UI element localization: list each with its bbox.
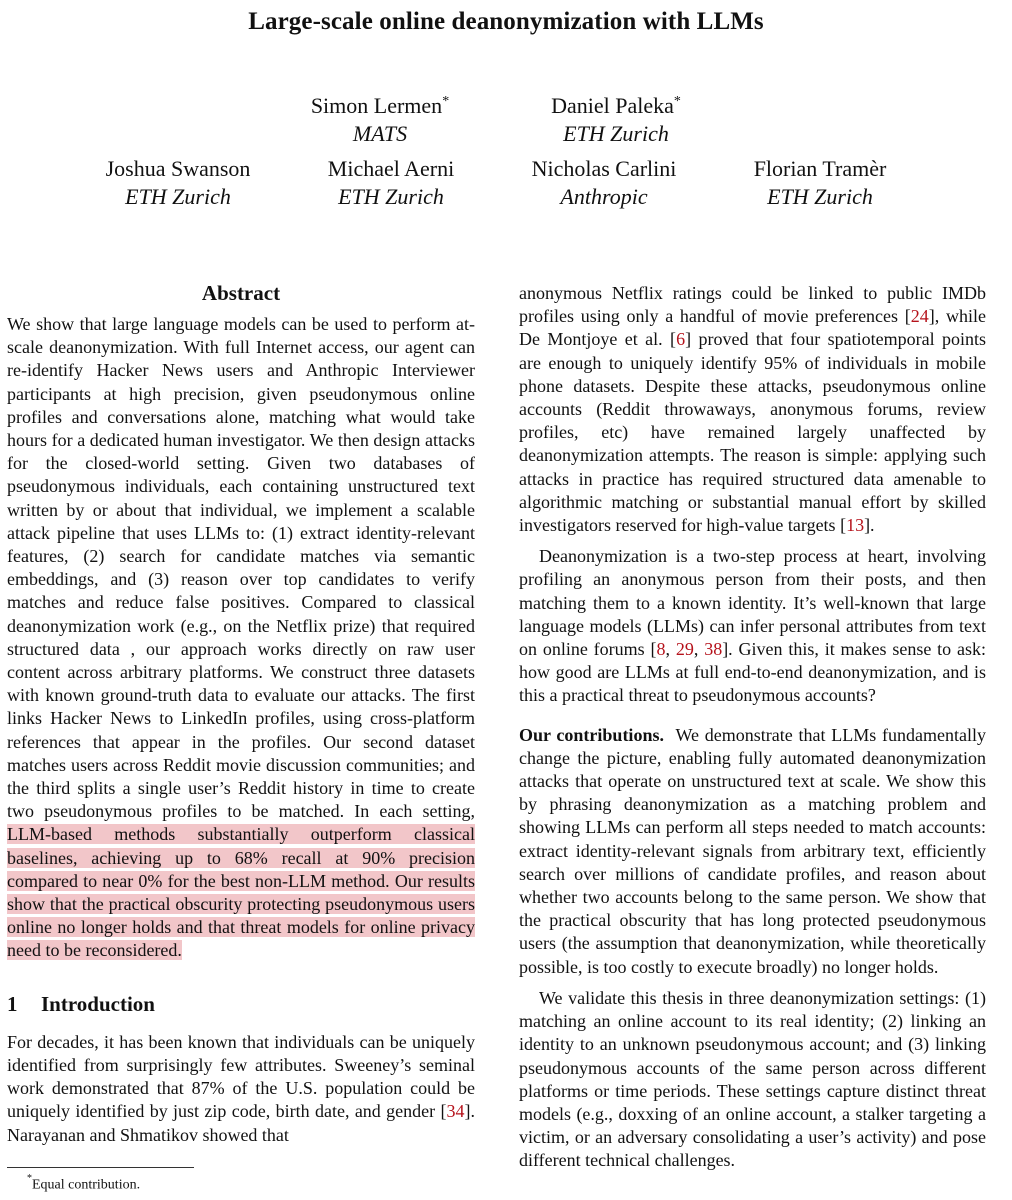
- abstract-body: [7, 313, 475, 963]
- paragraph-text: anonymous Netflix ratings could be linked to public IMDb profiles using only a handful of movie preferences [: [519, 283, 986, 327]
- paragraph-lead: Our contributions.: [519, 724, 664, 745]
- paragraph-text: ]. Narayanan and Shmatikov showed that: [7, 1101, 475, 1145]
- author-2: [506, 92, 726, 148]
- left-column: [7, 280, 475, 1147]
- author-1: [270, 92, 490, 148]
- author-name: Florian Tramèr: [753, 156, 887, 181]
- citation-separator: ,: [665, 639, 676, 660]
- author-4: [281, 155, 501, 211]
- citation-link[interactable]: 13: [846, 515, 865, 536]
- author-name: Daniel Paleka: [551, 93, 674, 118]
- footnote-divider: [7, 1167, 194, 1168]
- author-affiliation: ETH Zurich: [125, 184, 231, 209]
- paragraph-text: ].: [864, 515, 875, 536]
- equal-contribution-mark: *: [673, 94, 681, 109]
- section-title: Introduction: [41, 991, 155, 1016]
- paragraph-text: We demonstrate that LLMs fundamentally change the picture, enabling fully automated deanonymization attacks that operate on unstructured text at scale. We show this by phrasing deanonymization as a matching problem and showing LLMs can perform all steps needed to match accounts: extract identity-relevant signals from arbitrary text, efficiently search over millions of candidate profiles, and reason about whether two accounts belong to the same person. We show that the practical obscurity that has long protected pseudonymous users (the assumption that deanonymization, while theoretically possible, is too costly to execute broadly) no longer holds.: [519, 724, 987, 977]
- abstract-highlighted-text: LLM-based methods substantially outperform classical baselines, achieving up to 68% recall at 90% precision compared to near 0% for the best non-LLM method. Our results show that the practical obscurity protecting pseudonymous users online no longer holds and that threat models for online privacy need to be reconsidered.: [7, 824, 475, 961]
- right-column: [519, 282, 986, 1173]
- footnote-text: Equal contribution.: [32, 1177, 141, 1193]
- paragraph-text: ], while De Montjoye et al. [: [519, 306, 987, 350]
- author-3: [68, 155, 288, 211]
- author-affiliation: MATS: [352, 121, 408, 146]
- citation-link[interactable]: 38: [704, 639, 723, 660]
- author-name: Nicholas Carlini: [531, 156, 677, 181]
- paragraph-text: Deanonymization is a two-step process at heart, involving profiling an anonymous person from their posts, and then matching them to a known identity. It’s well-known that large language models (LLMs) can infer personal attributes from text on online forums [: [519, 546, 986, 660]
- paragraph-contributions: [519, 724, 986, 979]
- paragraph-text: ] proved that four spatiotemporal points are enough to uniquely identify 95% of individuals in mobile phone datasets. Despite these attacks, pseudonymous online accounts (Reddit throwaways, anonymous forums, review profiles, etc) have remained largely unaffected by deanonymization attempts. The reason is simple: applying such attacks in practice has required structured data amenable to algorithmic matching or substantial manual effort by skilled investigators reserved for high-value targets [: [519, 329, 986, 536]
- paragraph-validation: [519, 987, 986, 1173]
- paragraph-text: For decades, it has been known that individuals can be uniquely identified from surprisingly few attributes. Sweeney’s seminal work demonstrated that 87% of the U.S. population could be uniquely identified by just zip code, birth date, and gender [: [7, 1031, 475, 1122]
- paragraph-text: We validate this thesis in three deanonymization settings: (1) matching an online account to its real identity; (2) linking an identity to an unknown pseudonymous account; and (3) linking pseudonymous accounts of the same person across different platforms or time periods. These settings capture distinct threat models (e.g., doxxing of an online account, a stalker targeting a victim, or an adversary consolidating a user’s activity) and pose different technical challenges.: [519, 987, 986, 1171]
- author-affiliation: ETH Zurich: [767, 184, 873, 209]
- author-affiliation: ETH Zurich: [338, 184, 444, 209]
- citation-separator: ,: [693, 639, 705, 660]
- citation-link[interactable]: 24: [910, 306, 929, 327]
- footnote-mark: *: [27, 1173, 32, 1184]
- paragraph-netflix: [519, 282, 986, 537]
- equal-contribution-mark: *: [442, 94, 450, 109]
- footnote: [27, 1173, 140, 1194]
- author-name: Joshua Swanson: [105, 156, 251, 181]
- citation-link[interactable]: 29: [675, 639, 694, 660]
- citation-link[interactable]: 8: [656, 639, 666, 660]
- author-name: Michael Aerni: [327, 156, 455, 181]
- author-6: [710, 155, 930, 211]
- section-heading-introduction: [7, 991, 475, 1017]
- introduction-paragraph: [7, 1031, 475, 1147]
- section-number: 1: [7, 991, 18, 1016]
- author-affiliation: ETH Zurich: [563, 121, 669, 146]
- paper-title: Large-scale online deanonymization with LLMs: [248, 8, 764, 35]
- author-name: Simon Lermen: [310, 93, 443, 118]
- citation-link[interactable]: 34: [446, 1101, 465, 1122]
- abstract-heading: Abstract: [201, 281, 281, 305]
- citation-link[interactable]: 6: [676, 329, 686, 350]
- paragraph-text: ]. Given this, it makes sense to ask: how good are LLMs at full end-to-end deanonymization, and is this a practical threat to pseudonymous accounts?: [519, 639, 987, 706]
- author-5: [494, 155, 714, 211]
- paragraph-deanonymization: [519, 545, 986, 707]
- abstract-text: We show that large language models can be used to perform at-scale deanonymization. With full Internet access, our agent can re-identify Hacker News users and Anthropic Interviewer participants at high precision, given pseudonymous online profiles and conversations alone, matching what would take hours for a dedicated human investigator. We then design attacks for the closed-world setting. Given two databases of pseudonymous individuals, each containing unstructured text written by or about that individual, we implement a scalable attack pipeline that uses LLMs to: (1) extract identity-relevant features, (2) search for candidate matches via semantic embeddings, and (3) reason over top candidates to verify matches and reduce false positives. Compared to classical deanonymization work (e.g., on the Netflix prize) that required structured data , our approach works directly on raw user content across arbitrary platforms. We construct three datasets with known ground-truth data to evaluate our attacks. The first links Hacker News to LinkedIn profiles, using cross-platform references that appear in the profiles. Our second dataset matches users across Reddit movie discussion communities; and the third splits a single user’s Reddit history in time to create two pseudonymous profiles to be matched. In each setting,: [7, 314, 475, 822]
- author-affiliation: Anthropic: [560, 184, 648, 209]
